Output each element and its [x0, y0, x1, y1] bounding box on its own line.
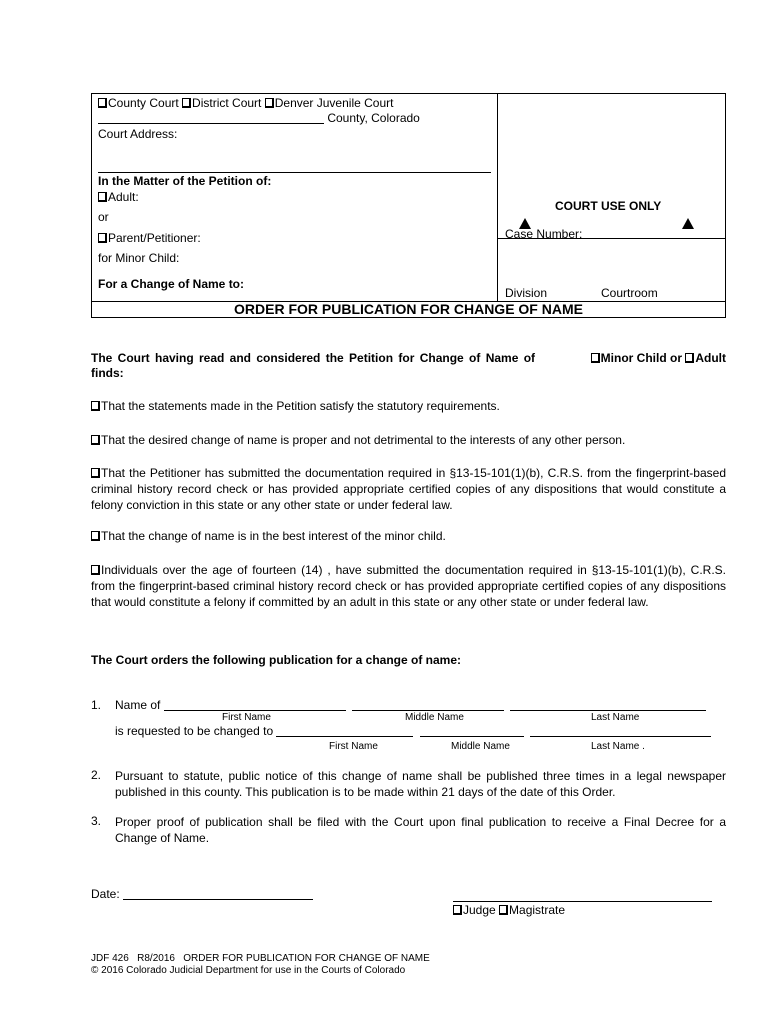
change-to-label: For a Change of Name to:	[98, 277, 245, 291]
juvenile-court-checkbox[interactable]	[265, 98, 274, 108]
court-type-row	[98, 96, 393, 110]
current-first-name-field[interactable]	[164, 698, 346, 711]
item-3-text: Proper proof of publication shall be filed with the Court upon final publication to receive a Final Decree for a Change of Name.	[115, 815, 726, 845]
county-row	[98, 111, 420, 125]
minor-child-checkbox[interactable]	[591, 353, 600, 363]
footer-form-id: JDF 426 R8/2016 ORDER FOR PUBLICATION FOR CHANGE OF NAME	[91, 953, 430, 964]
footer-copyright: © 2016 Colorado Judicial Department for use in the Courts of Colorado	[91, 965, 406, 976]
item-2-number: 2.	[91, 768, 102, 782]
matter-label: In the Matter of the Petition of:	[98, 174, 272, 188]
case-number-label: Case Number:	[505, 227, 583, 241]
item-3-number: 3.	[91, 814, 102, 828]
new-first-name-field[interactable]	[276, 724, 413, 737]
changed-to-label: is requested to be changed to	[115, 724, 274, 738]
adult-finding-checkbox[interactable]	[685, 353, 694, 363]
first-name-caption: First Name	[222, 712, 271, 723]
finding-1-checkbox[interactable]	[91, 401, 100, 411]
finding-4-checkbox[interactable]	[91, 531, 100, 541]
current-last-name-field[interactable]	[510, 698, 706, 711]
adult-checkbox[interactable]	[98, 192, 107, 202]
signer-role-row	[453, 903, 565, 917]
intro-paragraph	[91, 351, 726, 381]
juvenile-court-label: Denver Juvenile Court	[274, 96, 394, 110]
magistrate-label: Magistrate	[509, 903, 566, 917]
signature-line[interactable]	[453, 901, 712, 902]
finding-4	[91, 528, 726, 544]
magistrate-checkbox[interactable]	[499, 905, 508, 915]
address-line	[98, 172, 491, 173]
intro-text: The Court having read and considered the Petition for Change of Name of	[91, 351, 536, 365]
finding-3-text: That the Petitioner has submitted the documentation required in §13-15-101(1)(b), C.R.S. from the fingerprint-based criminal history record check or has provided appropriate certified copies of any dispositions that would constitute a felony conviction in this state or any other state or under federal law.	[91, 466, 726, 512]
orders-heading: The Court orders the following publication for a change of name:	[91, 653, 462, 667]
last-name-caption: Last Name	[591, 712, 640, 723]
court-use-only: COURT USE ONLY	[555, 199, 662, 213]
county-court-label: County Court	[108, 96, 179, 110]
middle-name-caption: Middle Name	[405, 712, 464, 723]
new-middle-name-field[interactable]	[420, 724, 524, 737]
name-of-row	[115, 698, 706, 712]
caption-divider	[497, 93, 498, 301]
or-label: or	[98, 210, 109, 224]
finding-4-text: That the change of name is in the best interest of the minor child.	[101, 529, 446, 543]
county-court-checkbox[interactable]	[98, 98, 107, 108]
minor-label: for Minor Child:	[98, 251, 180, 265]
date-field[interactable]	[123, 887, 313, 900]
parent-label: Parent/Petitioner:	[108, 231, 201, 245]
courtroom-label: Courtroom	[601, 286, 658, 300]
finds-label: finds:	[91, 366, 124, 380]
court-address-label: Court Address:	[98, 127, 178, 141]
new-last-name-caption: Last Name .	[591, 741, 645, 752]
date-label: Date:	[91, 887, 120, 901]
date-row	[91, 887, 313, 901]
adult-label: Adult:	[108, 190, 139, 204]
judge-label: Judge	[463, 903, 496, 917]
name-of-label: Name of	[115, 698, 161, 712]
finding-3	[91, 465, 726, 513]
district-court-label: District Court	[192, 96, 262, 110]
adult-row	[98, 190, 139, 204]
judge-checkbox[interactable]	[453, 905, 462, 915]
parent-checkbox[interactable]	[98, 233, 107, 243]
document-title: ORDER FOR PUBLICATION FOR CHANGE OF NAME	[234, 301, 583, 317]
finding-2	[91, 432, 726, 448]
item-2-text: Pursuant to statute, public notice of this change of name shall be published three times in a legal newspaper published in this county. This publication is to be made within 21 days of the date of this Order.	[115, 769, 726, 799]
parent-row	[98, 231, 201, 245]
finding-5-text: Individuals over the age of fourteen (14) , have submitted the documentation required in §13-15-101(1)(b), C.R.S. from the fingerprint-based criminal history record check or has provided appropriate certified copies of any dispositions that would constitute a felony if committed by an adult in this state or any other state or under federal law.	[91, 563, 726, 609]
finding-5	[91, 562, 726, 610]
county-suffix: County, Colorado	[327, 111, 420, 125]
finding-2-text: That the desired change of name is proper and not detrimental to the interests of any other person.	[101, 433, 626, 447]
item-1-number: 1.	[91, 698, 102, 712]
finding-1-text: That the statements made in the Petition satisfy the statutory requirements.	[101, 399, 500, 413]
changed-to-row	[115, 724, 711, 738]
finding-3-checkbox[interactable]	[91, 468, 100, 478]
county-field[interactable]	[98, 111, 324, 124]
finding-2-checkbox[interactable]	[91, 435, 100, 445]
up-arrow-right-icon	[682, 218, 694, 229]
finding-1	[91, 398, 726, 414]
finding-5-checkbox[interactable]	[91, 565, 100, 575]
new-middle-name-caption: Middle Name	[451, 741, 510, 752]
minor-option-label: Minor Child or	[600, 351, 682, 365]
district-court-checkbox[interactable]	[182, 98, 191, 108]
adult-option-label: Adult	[695, 351, 726, 365]
division-label: Division	[505, 286, 548, 300]
current-middle-name-field[interactable]	[352, 698, 504, 711]
new-first-name-caption: First Name	[329, 741, 378, 752]
new-last-name-field[interactable]	[530, 724, 711, 737]
